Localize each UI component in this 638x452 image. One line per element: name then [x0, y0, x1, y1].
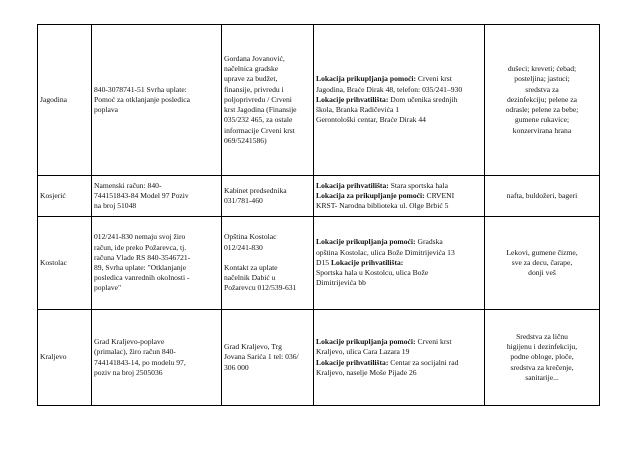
city-cell	[38, 217, 92, 310]
payment-line: poplave"	[94, 283, 122, 293]
contact-line: Grad Kraljevo, Trg	[224, 342, 282, 352]
needs-line: podne obloge, ploče,	[510, 352, 574, 362]
location-text: škola, Branka Radičevića 1	[316, 105, 400, 115]
flood-aid-table	[37, 24, 600, 406]
location-text: Centar za socijalni rad	[388, 357, 459, 367]
payment-cell	[92, 25, 222, 176]
needs-line: nafta, buldožeri, bageri	[506, 190, 578, 200]
contact-line: Kontakt za uplate	[224, 263, 278, 272]
contact-line: 306 000	[224, 362, 249, 372]
location-line	[316, 95, 482, 105]
payment-line: 744141843-14, po modelu 97,	[94, 357, 186, 367]
location-text: Crveni krst	[415, 337, 452, 347]
payment-line: 89, Svrha uplate: "Otklanjanje	[94, 263, 187, 272]
location-line	[316, 337, 482, 347]
needs-line: Sredstva za ličnu	[516, 331, 568, 341]
contact-line: Opština Kostolac	[224, 232, 277, 242]
location-text: Dom učenika srednjih	[388, 94, 458, 104]
needs-line: gumene rukavice;	[514, 115, 570, 125]
payment-line: poplava	[94, 105, 119, 115]
payment-line: račun, ide preko Požarevca, tj.	[94, 242, 187, 252]
payment-line: (primalac), žiro račun 840-	[94, 347, 176, 357]
contact-line: Jovana Sarića 1 tel: 036/	[224, 352, 299, 362]
location-text: KRST- Narodna biblioteka ul. Olge Brbić 5	[316, 201, 449, 211]
needs-cell	[485, 310, 600, 406]
location-text: Sportska hala u Kostolcu, ulica Bože	[316, 268, 429, 278]
contact-cell	[222, 217, 314, 310]
needs-line: dušeci; kreveti; ćebad;	[507, 64, 577, 74]
contact-cell	[222, 176, 314, 217]
contact-line: načelnica gradske	[224, 64, 279, 74]
payment-line: na broj 51048	[94, 201, 137, 211]
contact-line: uprave za budžet,	[224, 74, 278, 84]
location-line	[316, 181, 482, 191]
location-text: Gradska	[415, 237, 443, 247]
needs-line: sredstva za krečenje,	[510, 362, 574, 372]
contact-line: Požarevcu 012/539-631	[224, 283, 297, 293]
location-text: Kraljevo, naselje Moše Pijade 26	[316, 367, 417, 377]
contact-cell	[222, 25, 314, 176]
contact-line	[224, 253, 311, 263]
city-name: Kosjerić	[40, 190, 66, 200]
contact-line: načelnik Dabić u	[224, 273, 276, 283]
location-line	[316, 278, 482, 288]
location-line	[316, 191, 482, 201]
payment-line: posledica vanrednih okolnosti -	[94, 273, 190, 283]
location-label: Lokacije prikupljanja pomoći:	[316, 337, 416, 347]
city-name: Kraljevo	[40, 352, 67, 362]
city-cell	[38, 25, 92, 176]
needs-line: posteljina; jastuci;	[514, 74, 570, 84]
table-row	[38, 25, 600, 176]
needs-line: sanitarije...	[525, 372, 559, 382]
location-line	[316, 347, 482, 357]
contact-line: 031/781-460	[224, 196, 263, 205]
city-name: Jagodina	[40, 94, 67, 104]
location-text: D15	[316, 257, 331, 267]
location-text: Crveni krst	[416, 74, 452, 84]
needs-cell	[485, 217, 600, 310]
location-label: Lokacije prikupljanja pomoći:	[316, 237, 416, 247]
contact-line: Kabinet predsednika	[224, 185, 287, 195]
needs-cell	[485, 176, 600, 217]
location-line	[316, 268, 482, 278]
needs-line: Lekovi, gumene čizme,	[506, 247, 578, 257]
location-label: Lokacija za prikupljanje pomoći:	[316, 190, 425, 200]
location-line	[316, 368, 482, 378]
location-text: Kraljevo, ulica Cara Lazara 19	[316, 347, 410, 357]
payment-cell	[92, 310, 222, 406]
location-text: Gerontološki centar, Braće Dirak 44	[316, 115, 426, 125]
location-text: CRVENI	[424, 190, 455, 200]
contact-line: krst Jagodina (Finansije	[224, 105, 297, 115]
table-row	[38, 310, 600, 406]
location-line	[316, 248, 482, 258]
location-line	[316, 201, 482, 211]
location-line	[316, 74, 482, 84]
location-line	[316, 105, 482, 115]
needs-line: higijenu i dezinfekciju,	[506, 342, 578, 352]
needs-line: odrasle; pelene za bebe;	[505, 105, 579, 115]
contact-line: 069/5241586)	[224, 135, 267, 145]
location-line	[316, 237, 482, 247]
location-line	[316, 115, 482, 125]
contact-line: informacije Crveni krst	[224, 125, 295, 135]
needs-cell	[485, 25, 600, 176]
payment-line: 012/241-830 nemaju svoj žiro	[94, 232, 186, 242]
location-text: Stara sportska hala	[388, 180, 449, 190]
location-line	[316, 358, 482, 368]
location-label: Lokacija prikupljanja pomoći:	[316, 74, 416, 84]
payment-cell	[92, 176, 222, 217]
location-label: Lokacija prihvatilišta:	[316, 180, 389, 190]
location-text: opština Kostolac, ulica Bože Dimitrijevića 13	[316, 247, 455, 257]
locations-cell	[314, 217, 485, 310]
location-text: Jagodina, Braće Dirak 48, telefon: 035/241–930	[316, 84, 463, 94]
contact-line: Gordana Jovanović,	[224, 54, 285, 64]
payment-line: računa Vlade RS 840-3546721-	[94, 252, 191, 262]
payment-line: 744151843-84 Model 97 Poziv	[94, 190, 189, 200]
city-cell	[38, 310, 92, 406]
payment-line: 840-3078741-51 Svrha uplate:	[94, 84, 187, 94]
table-row	[38, 217, 600, 310]
city-cell	[38, 176, 92, 217]
needs-line: konzervirana hrana	[512, 125, 572, 135]
needs-line: sredstva za	[525, 84, 559, 94]
location-line	[316, 258, 482, 268]
payment-line: poziv na broj 2505036	[94, 367, 163, 377]
location-label: Lokacije prihvatilišta:	[316, 94, 389, 104]
locations-cell	[314, 310, 485, 406]
location-label: Lokacije prihvatilišta:	[330, 257, 404, 267]
needs-line: donji veš	[528, 268, 556, 278]
city-name: Kostolac	[40, 257, 67, 267]
location-label: Lokacije prihvatilišta:	[316, 357, 389, 367]
location-text: Dimitrijevića bb	[316, 278, 366, 288]
table-row	[38, 176, 600, 217]
payment-cell	[92, 217, 222, 310]
contact-line: 035/232 465, za ostale	[224, 115, 293, 125]
payment-line: Grad Kraljevo-poplave	[94, 337, 165, 347]
contact-line: poljoprivredu / Crveni	[224, 94, 292, 104]
needs-line: dezinfekciju; pelene za	[507, 94, 577, 104]
needs-line: sve za decu, čarape,	[511, 257, 573, 267]
location-line	[316, 85, 482, 95]
contact-line: finansije, privredu i	[224, 84, 284, 94]
contact-line: 012/241-830	[224, 242, 263, 252]
locations-cell	[314, 176, 485, 217]
locations-cell	[314, 25, 485, 176]
payment-line: Namenski račun: 840-	[94, 180, 162, 190]
payment-line: Pomoć za otklanjanje posledica	[94, 94, 190, 104]
contact-cell	[222, 310, 314, 406]
